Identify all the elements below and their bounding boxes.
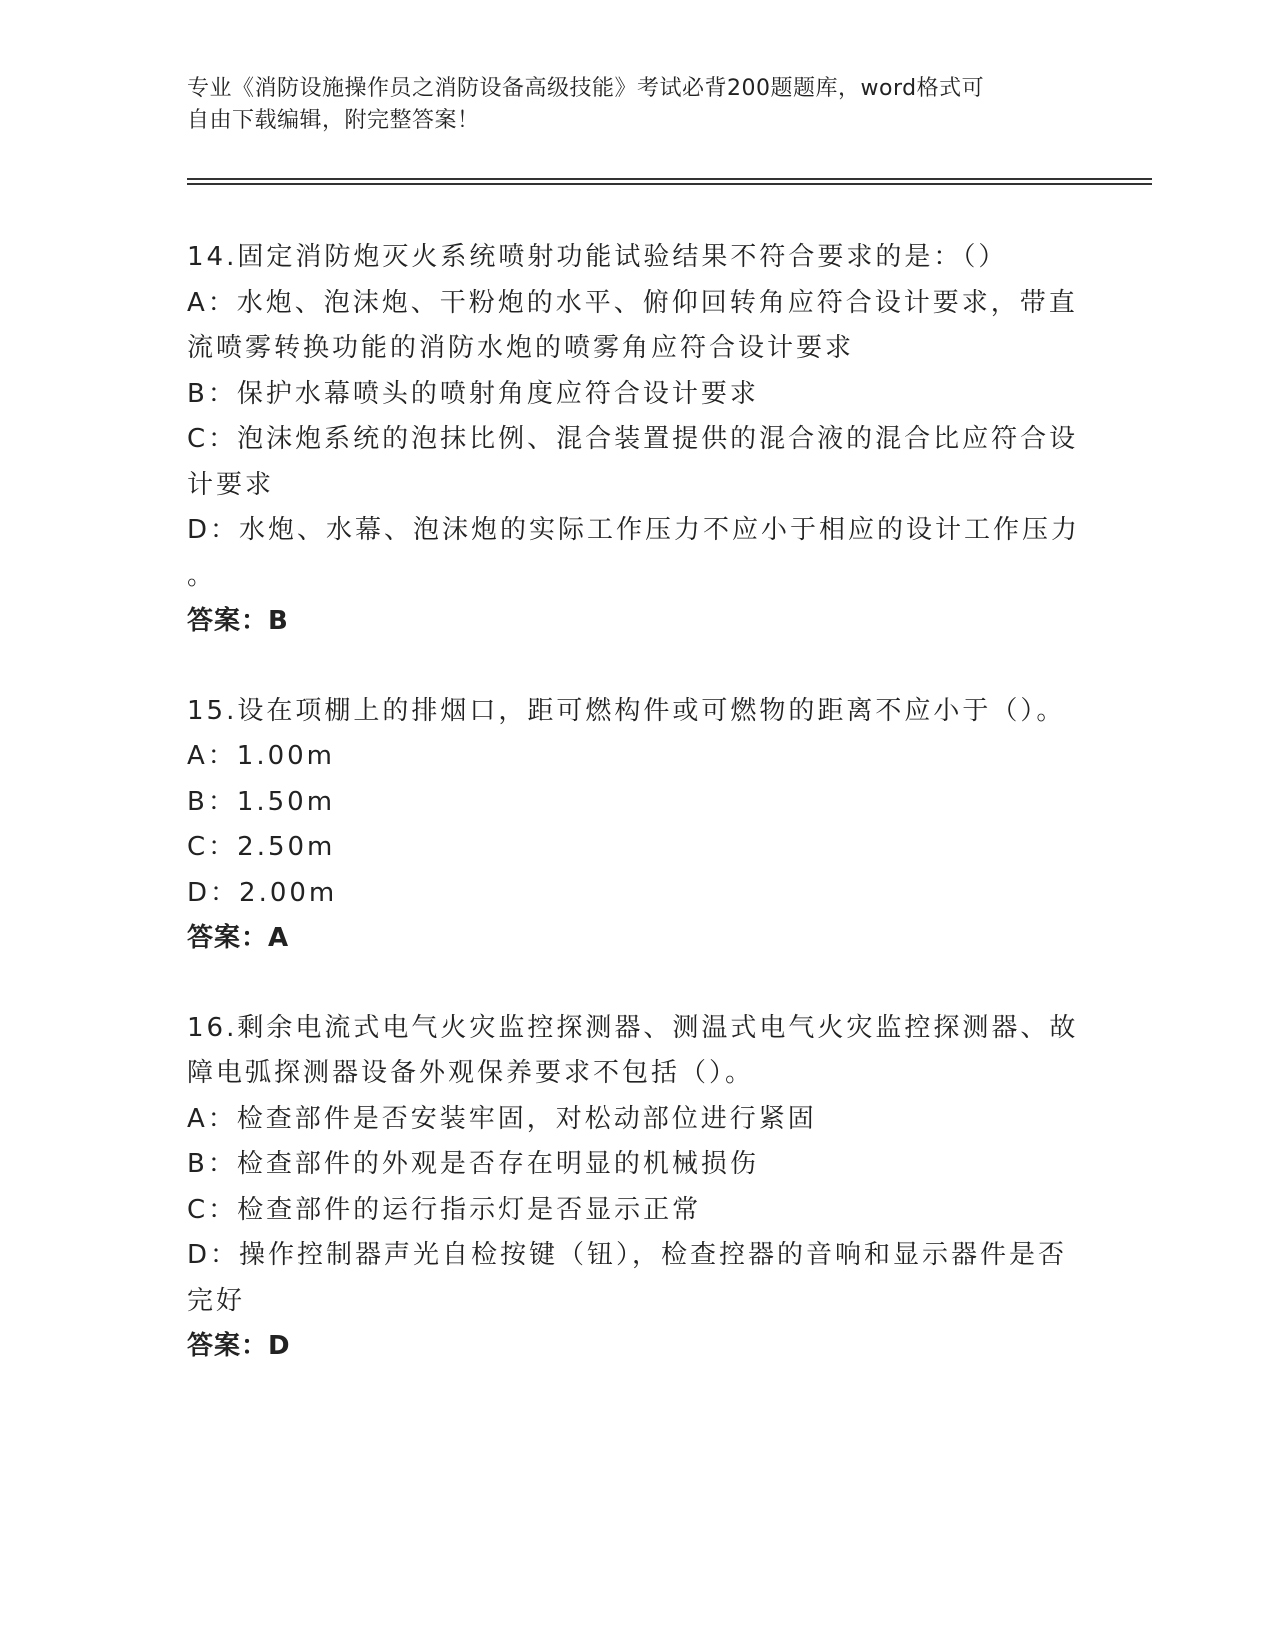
option-c: C：泡沫炮系统的泡抹比例、混合装置提供的混合液的混合比应符合设 xyxy=(187,424,1079,454)
document-header xyxy=(187,73,1067,137)
option-c: C：检查部件的运行指示灯是否显示正常 xyxy=(187,1194,702,1225)
option-d: D：水炮、水幕、泡沫炮的实际工作压力不应小于相应的设计工作压力 xyxy=(187,515,1081,545)
option-c: C：2.50m xyxy=(187,832,336,862)
header-line: 自由下载编辑，附完整答案！ xyxy=(187,108,480,133)
question-stem: 15.设在项棚上的排烟口，距可燃构件或可燃物的距离不应小于（）。 xyxy=(187,695,1066,726)
answer-value: D xyxy=(268,1331,291,1361)
option-d-continued: 。 xyxy=(187,560,217,591)
answer-label: 答案： xyxy=(187,606,269,636)
answer-value: A xyxy=(268,923,290,953)
question-stem: 14.固定消防炮灭火系统喷射功能试验结果不符合要求的是：（） xyxy=(187,242,1008,272)
header-divider xyxy=(187,183,1152,185)
question-15 xyxy=(187,689,1077,962)
question-list xyxy=(187,235,1081,1414)
question-stem: 16.剩余电流式电气火灾监控探测器、测温式电气火灾监控探测器、故 xyxy=(187,1012,1079,1043)
option-b: B：检查部件的外观是否存在明显的机械损伤 xyxy=(187,1149,759,1179)
answer-label: 答案： xyxy=(187,923,269,953)
option-d: D：2.00m xyxy=(187,877,338,908)
option-d: D：操作控制器声光自检按键（钮），检查控器的音响和显示器件是否 xyxy=(187,1240,1068,1270)
question-14 xyxy=(187,235,1081,645)
option-a: A：1.00m xyxy=(187,741,336,771)
header-line: 专业《消防设施操作员之消防设备高级技能》考试必背200题题库，word格式可 xyxy=(187,76,985,101)
option-a: A：检查部件是否安装牢固，对松动部位进行紧固 xyxy=(187,1103,817,1134)
answer-value: B xyxy=(268,606,289,636)
option-c-continued: 计要求 xyxy=(187,469,275,500)
answer-label: 答案： xyxy=(187,1331,269,1361)
question-stem-continued: 障电弧探测器设备外观保养要求不包括（）。 xyxy=(187,1058,755,1088)
option-b: B：保护水幕喷头的喷射角度应符合设计要求 xyxy=(187,378,759,409)
question-16 xyxy=(187,1006,1077,1370)
option-b: B：1.50m xyxy=(187,786,336,817)
answer xyxy=(187,599,1077,645)
option-a: A：水炮、泡沫炮、干粉炮的水平、俯仰回转角应符合设计要求，带直 xyxy=(187,287,1078,318)
header-divider xyxy=(187,178,1152,180)
answer xyxy=(187,1324,1077,1370)
option-a-continued: 流喷雾转换功能的消防水炮的喷雾角应符合设计要求 xyxy=(187,333,855,363)
answer xyxy=(187,916,1077,962)
option-d-continued: 完好 xyxy=(187,1285,246,1316)
